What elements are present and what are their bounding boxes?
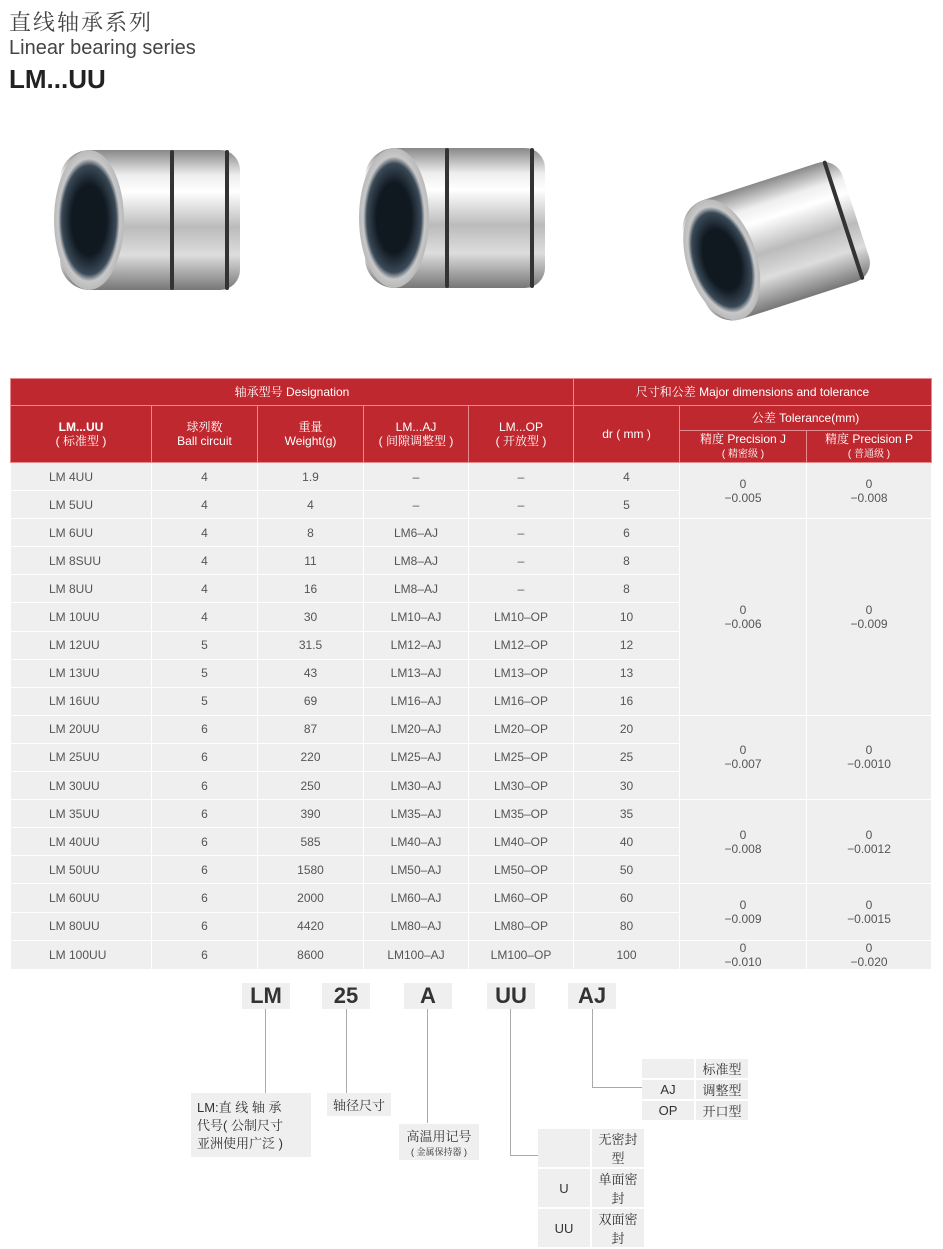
cell: LM10–OP [469,603,574,631]
cell: LM35–OP [469,800,574,828]
cell: LM30–AJ [364,772,469,800]
tolerance-j: 0 −0.008 [680,800,807,884]
cell: 1.9 [258,463,364,491]
cell: 1580 [258,856,364,884]
tolerance-p: 0 −0.0010 [807,715,932,799]
option-code: UU [538,1209,590,1247]
tolerance-j: 0 −0.010 [680,940,807,969]
cell: 5 [152,631,258,659]
cell: LM80–OP [469,912,574,940]
spec-table [10,378,932,970]
cell: 220 [258,743,364,771]
tolerance-p: 0 −0.008 [807,463,932,519]
tolerance-p: 0 −0.009 [807,519,932,716]
cell: LM16–OP [469,687,574,715]
header-precision-p: 精度 Precision P ( 普通级 ) [807,431,932,463]
cell: 6 [152,772,258,800]
cell: LM6–AJ [364,519,469,547]
cell: 100 [574,940,680,969]
tolerance-p: 0 −0.020 [807,940,932,969]
table-row [11,884,932,912]
tolerance-j: 0 −0.005 [680,463,807,519]
table-row [11,715,932,743]
tolerance-j: 0 −0.006 [680,519,807,716]
cell: LM60–OP [469,884,574,912]
cell: LM16–AJ [364,687,469,715]
bearing-image-adjustable [365,148,545,288]
cell: LM40–AJ [364,828,469,856]
code-part: LM [242,983,290,1009]
cell: 6 [152,828,258,856]
type-option [642,1080,748,1099]
cell: LM 13UU [11,659,152,687]
cell: LM 30UU [11,772,152,800]
cell: 6 [152,912,258,940]
cell: – [469,519,574,547]
cell: LM25–AJ [364,743,469,771]
cell: LM 25UU [11,743,152,771]
cell: LM60–AJ [364,884,469,912]
cell: LM100–AJ [364,940,469,969]
option-label: 双面密封 [592,1209,644,1247]
option-label: 标准型 [696,1059,748,1078]
header-op: LM...OP ( 开放型 ) [469,406,574,463]
cell: 87 [258,715,364,743]
cell: 250 [258,772,364,800]
cell: 60 [574,884,680,912]
cell: LM20–AJ [364,715,469,743]
option-label: 无密封型 [592,1129,644,1167]
cell: – [364,463,469,491]
cell: – [469,547,574,575]
bearing-image-standard [60,150,240,290]
cell: – [469,491,574,519]
option-code: OP [642,1101,694,1120]
cell: 31.5 [258,631,364,659]
seal-option [538,1129,644,1167]
cell: 6 [152,715,258,743]
cell: LM13–AJ [364,659,469,687]
cell: – [469,575,574,603]
type-options [640,1057,750,1122]
cell: – [364,491,469,519]
cell: 8 [574,547,680,575]
cell: 10 [574,603,680,631]
bearing-image-open [675,157,875,328]
header-aj: LM...AJ ( 间隙调整型 ) [364,406,469,463]
tolerance-p: 0 −0.0015 [807,884,932,940]
cell: 8 [258,519,364,547]
cell: 16 [574,687,680,715]
cell: 6 [152,856,258,884]
cell: LM10–AJ [364,603,469,631]
cell: 5 [574,491,680,519]
cell: LM12–OP [469,631,574,659]
table-row [11,519,932,547]
cell: 5 [152,687,258,715]
cell: 69 [258,687,364,715]
cell: LM 8UU [11,575,152,603]
cell: 2000 [258,884,364,912]
cell: LM30–OP [469,772,574,800]
option-code [642,1059,694,1078]
type-option [642,1059,748,1078]
cell: 4 [152,519,258,547]
header-ball: 球列数 Ball circuit [152,406,258,463]
title-model: LM...UU [9,64,106,94]
cell: LM35–AJ [364,800,469,828]
cell: LM 20UU [11,715,152,743]
cell: 4 [152,463,258,491]
header-weight: 重量 Weight(g) [258,406,364,463]
cell: 16 [258,575,364,603]
cell: 43 [258,659,364,687]
cell: 80 [574,912,680,940]
tolerance-j: 0 −0.009 [680,884,807,940]
cell: LM 50UU [11,856,152,884]
code-part: AJ [568,983,616,1009]
cell: 5 [152,659,258,687]
cell: LM 8SUU [11,547,152,575]
cell: LM13–OP [469,659,574,687]
cell: LM25–OP [469,743,574,771]
cell: 390 [258,800,364,828]
cell: LM80–AJ [364,912,469,940]
header-tolerance: 公差 Tolerance(mm) [680,406,932,431]
cell: 8600 [258,940,364,969]
cell: 30 [574,772,680,800]
seal-option [538,1169,644,1207]
cell: LM8–AJ [364,547,469,575]
tolerance-j: 0 −0.007 [680,715,807,799]
cell: 6 [152,884,258,912]
cell: LM 100UU [11,940,152,969]
cell: LM 5UU [11,491,152,519]
option-code [538,1129,590,1167]
option-label: 开口型 [696,1101,748,1120]
cell: 35 [574,800,680,828]
cell: 4 [574,463,680,491]
cell: 6 [574,519,680,547]
size-description: 轴径尺寸 [327,1093,391,1116]
table-row [11,800,932,828]
cell: LM 60UU [11,884,152,912]
header-lmuu: LM...UU ( 标准型 ) [11,406,152,463]
cell: LM20–OP [469,715,574,743]
cell: 585 [258,828,364,856]
cell: 40 [574,828,680,856]
cell: 50 [574,856,680,884]
option-code: U [538,1169,590,1207]
tolerance-p: 0 −0.0012 [807,800,932,884]
cell: LM50–OP [469,856,574,884]
cell: 11 [258,547,364,575]
lm-description: LM:直 线 轴 承 代号( 公制尺寸 亚洲使用广泛 ) [191,1093,311,1157]
header-precision-j: 精度 Precision J ( 精密级 ) [680,431,807,463]
cell: LM 40UU [11,828,152,856]
title-en: Linear bearing series [9,37,196,59]
cell: 25 [574,743,680,771]
cell: LM 35UU [11,800,152,828]
cell: 8 [574,575,680,603]
cell: LM 16UU [11,687,152,715]
cell: 12 [574,631,680,659]
cell: 4 [152,547,258,575]
header-dimensions: 尺寸和公差 Major dimensions and tolerance [574,379,932,406]
cell: LM50–AJ [364,856,469,884]
cell: 6 [152,743,258,771]
code-part: A [404,983,452,1009]
option-code: AJ [642,1080,694,1099]
cell: LM 10UU [11,603,152,631]
cell: 4 [152,603,258,631]
cell: 30 [258,603,364,631]
table-row [11,463,932,491]
cell: LM8–AJ [364,575,469,603]
cell: LM12–AJ [364,631,469,659]
option-label: 调整型 [696,1080,748,1099]
table-row [11,940,932,969]
cell: LM40–OP [469,828,574,856]
cell: 4 [152,575,258,603]
seal-options [536,1127,646,1249]
cell: 6 [152,940,258,969]
cell: 4 [258,491,364,519]
code-part: UU [487,983,535,1009]
cell: LM100–OP [469,940,574,969]
cell: 4 [152,491,258,519]
cell: LM 4UU [11,463,152,491]
type-option [642,1101,748,1120]
title-cn: 直线轴承系列 [9,10,154,35]
cell: – [469,463,574,491]
a-description: 高温用记号 ( 金属保持器 ) [399,1124,479,1160]
cell: LM 12UU [11,631,152,659]
seal-option [538,1209,644,1247]
cell: 13 [574,659,680,687]
cell: LM 6UU [11,519,152,547]
header-designation: 轴承型号 Designation [11,379,574,406]
option-label: 单面密封 [592,1169,644,1207]
cell: 6 [152,800,258,828]
cell: LM 80UU [11,912,152,940]
header-dr: dr ( mm ) [574,406,680,463]
cell: 20 [574,715,680,743]
code-part: 25 [322,983,370,1009]
cell: 4420 [258,912,364,940]
